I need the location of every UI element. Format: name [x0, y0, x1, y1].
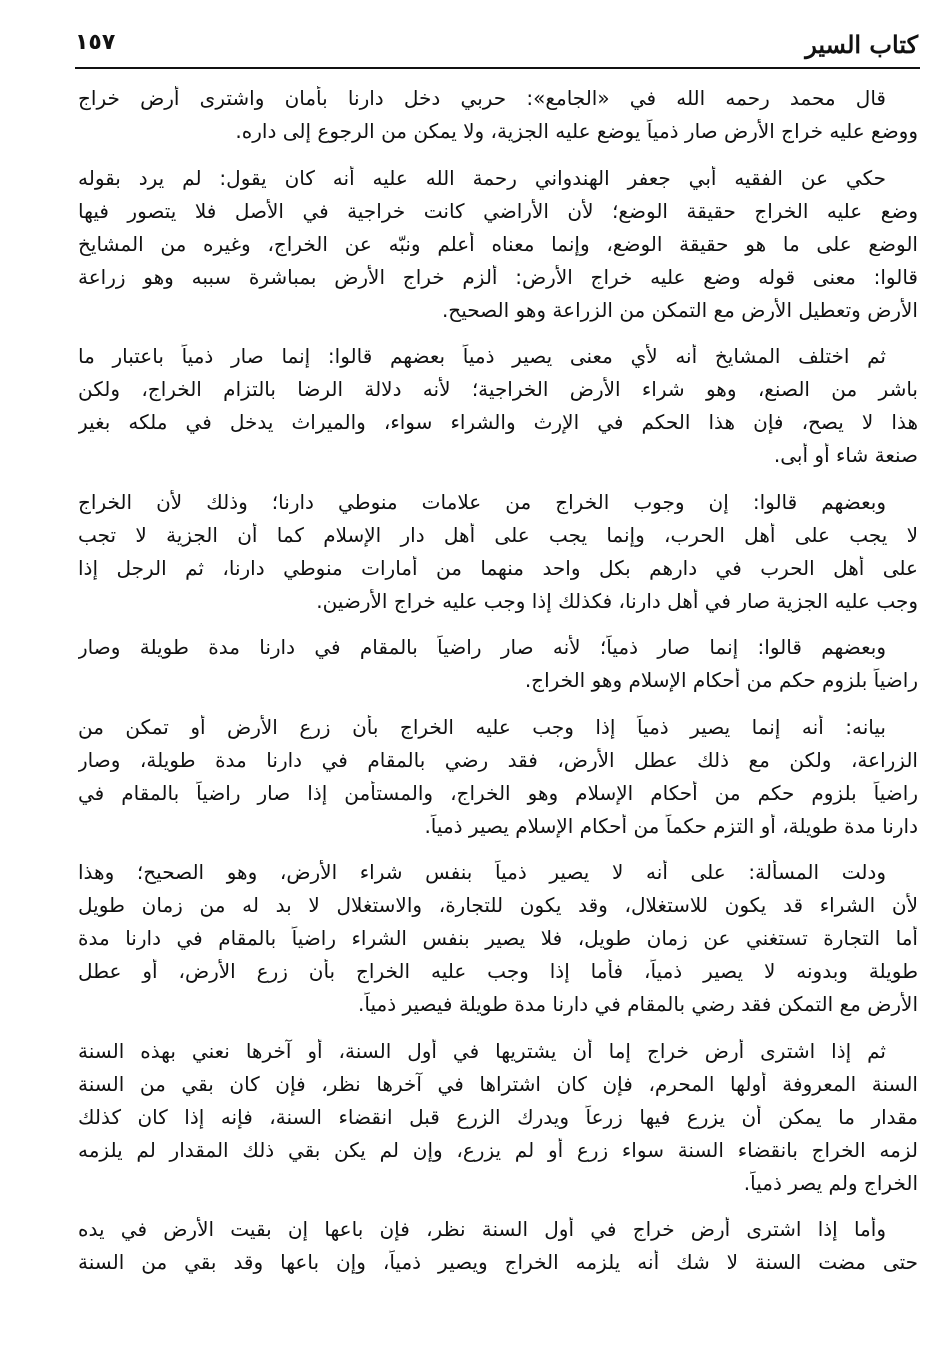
text-line: وأما إذا اشترى أرض خراج في أول السنة نظر، فإن باعها إن بقيت الأرض في يده — [78, 1217, 886, 1241]
text-line: أما التجارة تستغني عن زمان طويل، فلا يصير بنفس الشراء راضياً بالمقام في دارنا مدة — [78, 926, 918, 950]
text-line: وجب عليه الجزية صار في أهل دارنا، فكذلك إذا وجب عليه خراج الأرضين. — [316, 588, 918, 613]
text-line: حتى مضت السنة لا شك أنه يلزمه الخراج ويصير ذمياً، وإن باعها وقد بقي من السنة — [78, 1250, 918, 1274]
text-line: لأن الشراء قد يكون للاستغلال، وقد يكون للتجارة، والاستغلال لا بد له من زمان طويل — [78, 893, 918, 917]
page-header — [75, 28, 918, 64]
text-line: راضياً بلزوم حكم من أحكام الإسلام وهو الخراج. — [524, 668, 918, 692]
text-line: حكي عن الفقيه أبي جعفر الهندواني رحمة الله عليه أنه كان يقول: لم يرد بقوله — [78, 165, 886, 190]
text-line: دارنا مدة طويلة، أو التزم حكماً من أحكام الإسلام يصير ذمياً. — [424, 813, 918, 838]
text-line: ثم اختلف المشايخ أنه لأي معنى يصير ذمياً بعضهم قالوا: إنما صار ذمياً باعتبار ما — [78, 344, 886, 368]
text-line: لزمه الخراج بانقضاء السنة سواء زرع أو لم يزرع، وإن لم يكن بقي ذلك المقدار لم يلزمه — [78, 1137, 918, 1162]
header-rule — [75, 67, 920, 69]
paragraph — [78, 635, 918, 701]
text-line: باشر من الصنع، وهو شراء الأرض الخراجية؛ لأنه دلالة الرضا بالتزام الخراج، ولكن — [78, 377, 918, 401]
text-line: ووضع عليه خراج الأرض صار ذمياً يوضع عليه الجزية، ولا يمكن من الرجوع إلى داره. — [235, 119, 918, 143]
text-line: وبعضهم قالوا: إن وجوب الخراج من علامات منوطي دارنا؛ وذلك لأن الخراج — [78, 489, 886, 514]
text-line: الخراج ولم يصر ذمياً. — [743, 1170, 918, 1195]
text-line: وبعضهم قالوا: إنما صار ذمياً؛ لأنه صار راضياً بالمقام في دارنا مدة طويلة وصار — [78, 635, 886, 659]
text-line: بيانه: أنه إنما يصير ذمياً إذا وجب عليه الخراج بأن زرع الأرض أو تمكن من — [78, 714, 886, 739]
text-line: قال محمد رحمه الله في «الجامع»: حربي دخل دارنا بأمان واشترى أرض خراج — [78, 86, 886, 110]
text-line: الأرض مع التمكن فقد رضي بالمقام في دارنا مدة طويلة فيصير ذمياً. — [358, 992, 918, 1016]
paragraph — [78, 86, 918, 152]
text-line: ودلت المسألة: على أنه لا يصير ذمياً بنفس شراء الأرض، وهو الصحيح؛ وهذا — [78, 860, 886, 884]
text-line: على أهل الحرب في دارهم بكل واحد منهما من أمارات منوطي دارنا، ثم الرجل إذا — [78, 555, 918, 580]
text-line: السنة المعروفة أولها المحرم، فإن كان اشتراها في آخرها نظر، فإن كان بقي من السنة — [78, 1071, 918, 1096]
paragraph — [78, 1039, 918, 1204]
text-body — [78, 86, 918, 1297]
text-line: قالوا: معنى قوله وضع عليه خراج الأرض: ألزم خراج الأرض بمباشرة سببه وهو زراعة — [78, 264, 918, 289]
text-line: الزراعة، ولكن مع ذلك عطل الأرض، فقد رضي بالمقام في دارنا مدة طويلة، وصار — [78, 747, 918, 772]
text-line: راضياً بلزوم حكم من أحكام الإسلام وهو الخراج، والمستأمن إذا صار راضياً بالمقام في — [78, 780, 918, 805]
paragraph — [78, 344, 918, 476]
paragraph — [78, 166, 918, 331]
paragraph — [78, 860, 918, 1025]
paragraph — [78, 1217, 918, 1283]
text-line: ثم إذا اشترى أرض خراج إما أن يشتريها في أول السنة، أو آخرها نعني بهذه السنة — [78, 1038, 886, 1063]
text-line: طويلة وبدونه لا يصير ذمياً، فأما إذا وجب عليه الخراج بأن زرع الأرض، أو عطل — [78, 959, 918, 983]
text-line: صنعة شاء أو أبى. — [773, 443, 918, 467]
page-number: ١٥٧ — [75, 30, 116, 55]
text-line: الوضع على ما هو حقيقة الوضع، وإنما معناه أعلم ونبّه عن الخراج، وغيره من المشايخ — [78, 231, 918, 256]
text-line: لا يجب على أهل الحرب، وإنما يجب على أهل دار الإسلام كما أن الجزية لا تجب — [78, 522, 918, 547]
paragraph — [78, 715, 918, 847]
paragraph — [78, 490, 918, 622]
text-line: وضع عليه الخراج حقيقة الوضع؛ لأن الأراضي كانت خراجية في الأصل فلا يتصور فيها — [78, 198, 918, 223]
text-line: الأرض وتعطيل الأرض مع التمكن من الزراعة وهو الصحيح. — [441, 297, 918, 322]
text-line: هذا لا يصح، فإن هذا الحكم في الإرث والشراء سواء، والميراث يدخل في ملكه بغير — [78, 410, 918, 434]
running-title: كتاب السير — [805, 30, 918, 59]
text-line: مقدار ما يمكن أن يزرع فيها زرعاً ويدرك الزرع قبل انقضاء السنة، فإنه إذا كان كذلك — [78, 1104, 918, 1129]
